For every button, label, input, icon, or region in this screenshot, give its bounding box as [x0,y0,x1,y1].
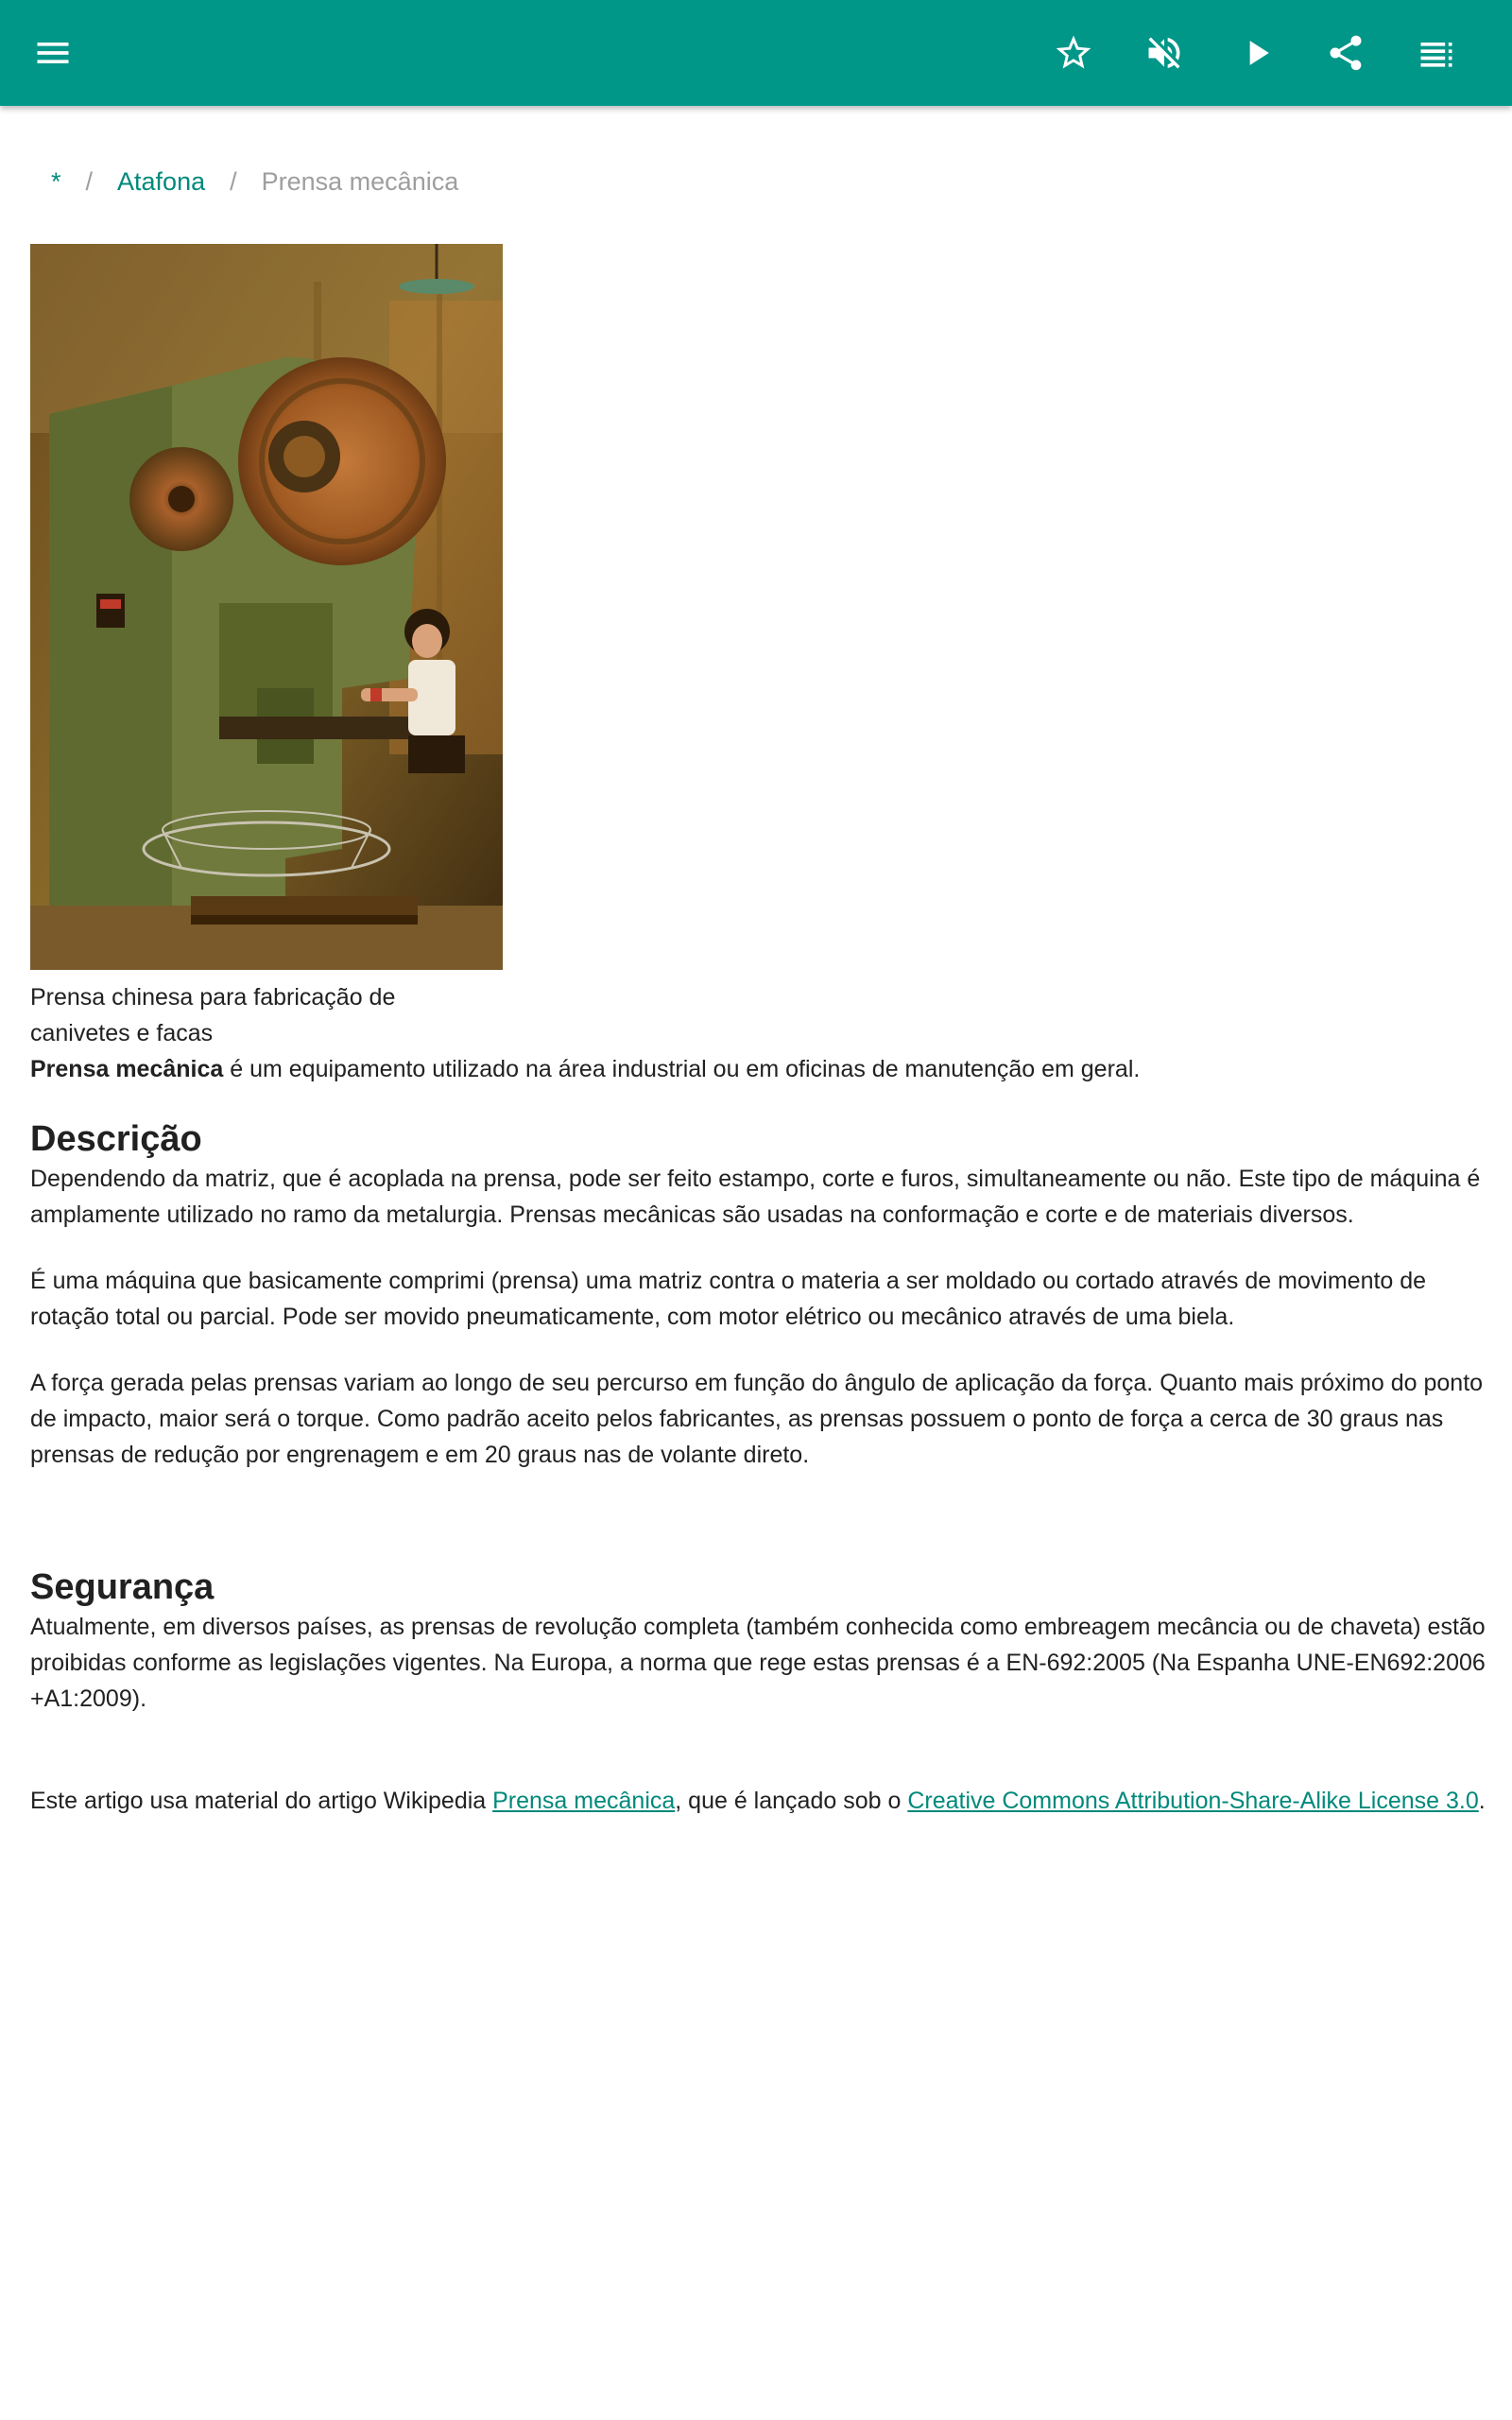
play-icon[interactable] [1230,26,1283,79]
share-icon[interactable] [1319,26,1372,79]
intro-term: Prensa mecânica [30,1056,224,1082]
volume-off-icon[interactable] [1138,26,1191,79]
attribution-paragraph [30,1783,1486,1819]
paragraph: É uma máquina que basicamente comprimi (prensa) uma matriz contra o materia a ser moldado ou cortado através de movimento de rotação total ou parcial. Pode ser movido pneumaticamente, com motor elétrico ou mecânico através de uma biela. [30,1268,1427,1330]
paragraph: Dependendo da matriz, que é acoplada na prensa, pode ser feito estampo, corte e furos, simultaneamente ou não. Este tipo de máquina é amplamente utilizado no ramo da metalurgia. Prensas mecânicas são usadas na conformação e corte e de materiais diversos. [30,1166,1481,1228]
paragraph: A força gerada pelas prensas variam ao longo de seu percurso em função do ângulo de aplicação da força. Quanto mais próximo do ponto de impacto, maior será o torque. Como padrão aceito pelos fabricantes, as prensas possuem o ponto de força a cerca de 30 graus nas prensas de redução por engrenagem e em 20 graus nas de volante direto. [30,1370,1484,1468]
wikipedia-article-link[interactable]: Prensa mecânica [492,1788,676,1814]
intro-text: é um equipamento utilizado na área industrial ou em oficinas de manutenção em geral. [223,1056,1141,1082]
paragraph: Atualmente, em diversos países, as prensas de revolução completa (também conhecida como embreagem mecância ou de chaveta) estão proibidas conforme as legislações vigentes. Na Europa, a norma que rege estas prensas é a EN-692:2005 (Na Espanha UNE-EN692:2006 +A1:2009). [30,1614,1486,1712]
breadcrumb [51,167,458,197]
license-link[interactable]: Creative Commons Attribution-Share-Alike License 3.0 [907,1788,1479,1814]
intro-paragraph [30,1051,1486,1087]
breadcrumb-parent-link[interactable]: Atafona [117,167,206,196]
breadcrumb-separator: / [230,167,237,196]
star-outline-icon[interactable] [1047,26,1100,79]
breadcrumb-separator: / [85,167,94,196]
attribution-suffix: . [1478,1788,1486,1814]
attribution-middle: , que é lançado sob o [675,1788,908,1814]
image-caption: Prensa chinesa para fabricação de canivetes e facas [30,984,396,1046]
app-bar [0,0,1512,106]
attribution-prefix: Este artigo usa material do artigo Wikipedia [30,1788,493,1814]
section-heading-seguranca: Segurança [30,1567,215,1607]
article-body [30,1051,1486,1819]
section-heading-descricao: Descrição [30,1119,202,1159]
playlist-icon[interactable] [1410,26,1463,79]
press-machine-photo [30,244,503,970]
breadcrumb-home-link[interactable]: * [51,167,61,196]
article-image[interactable] [30,244,503,970]
breadcrumb-current: Prensa mecânica [261,167,459,196]
menu-icon[interactable] [26,26,79,79]
